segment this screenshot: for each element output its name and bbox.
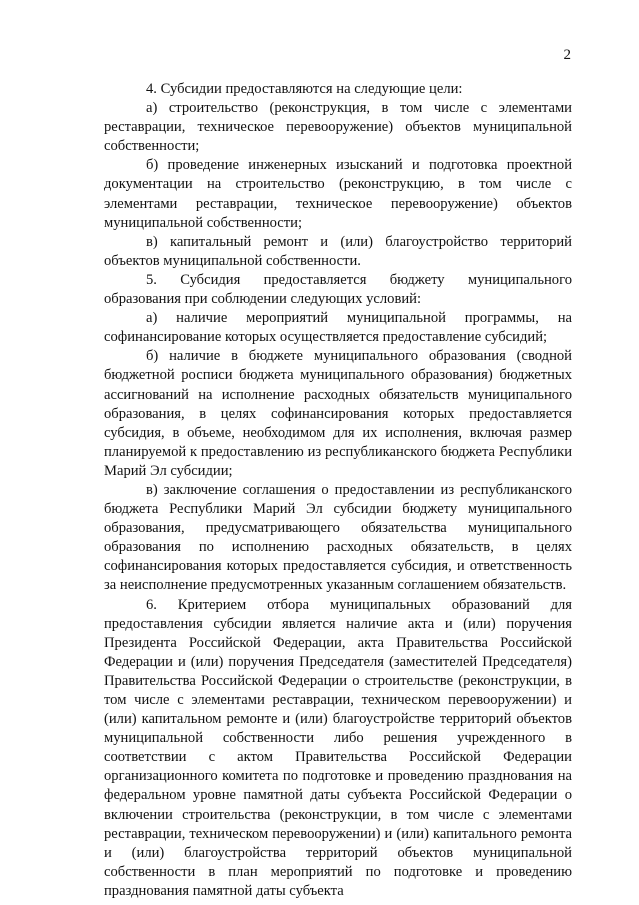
paragraph-5a: а) наличие мероприятий муниципальной программы, на софинансирование которых осуществляется предоставление субсидий;: [104, 310, 572, 346]
paragraph-4c: в) капитальный ремонт и (или) благоустройство территорий объектов муниципальной собственности.: [104, 233, 572, 269]
paragraph-5-intro: 5. Субсидия предоставляется бюджету муниципального образования при соблюдении следующих условий:: [104, 271, 572, 308]
document-body: [104, 80, 572, 901]
paragraph-4b: б) проведение инженерных изысканий и подготовка проектной документации на строительство (реконструкцию, в том числе с элементами реставрации, техническое перевооружение) объектов муниципальной собственности;: [104, 157, 572, 231]
paragraph-6: 6. Критерием отбора муниципальных образований для предоставления субсидии является наличие акта и (или) поручения Президента Российской Федерации, акта Правительства Российской Федерации и (или) поручения Председателя (заместителей Председателя) Правительства Российской Федерации о строительстве (реконструкции, в том числе с элементами реставрации, техническом перевооружении) и (или) капитальном ремонте и (или) благоустройстве территорий объектов муниципальной собственности либо решения учрежденного в соответствии с актом Правительства Российской Федерации организационного комитета по подготовке и проведению празднования на федеральном уровне памятной даты субъекта Российской Федерации о включении строительства (реконструкции, в том числе с элементами реставрации, техническом перевооружении) и (или) капитального ремонта и (или) благоустройства территорий объектов муниципальной собственности в план мероприятий по подготовке и проведению празднования памятной даты субъекта: [104, 596, 572, 899]
page-number: 2: [563, 47, 571, 63]
paragraph-4a: а) строительство (реконструкция, в том числе с элементами реставрации, техническое перевооружение) объектов муниципальной собственности;: [104, 100, 572, 155]
paragraph-4-intro: 4. Субсидии предоставляются на следующие цели:: [146, 81, 463, 97]
paragraph-5b: б) наличие в бюджете муниципального образования (сводной бюджетной росписи бюджета муниципального образования) бюджетных ассигнований на исполнение расходных обязательств муниципального образования, в целях софинансирования которых предоставляется субсидия, в объеме, необходимом для их исполнения, включая размер планируемой к предоставлению из республиканского бюджета Республики Марий Эл субсидии;: [104, 348, 572, 479]
paragraph-5c: в) заключение соглашения о предоставлении из республиканского бюджета Республики Марий Эл субсидии бюджету муниципального образования, предусматривающего обязательства муниципального образования по исполнению расходных обязательств, в целях софинансирования которых предоставляется субсидия, и ответственность за неисполнение предусмотренных указанным соглашением обязательств.: [104, 481, 572, 594]
